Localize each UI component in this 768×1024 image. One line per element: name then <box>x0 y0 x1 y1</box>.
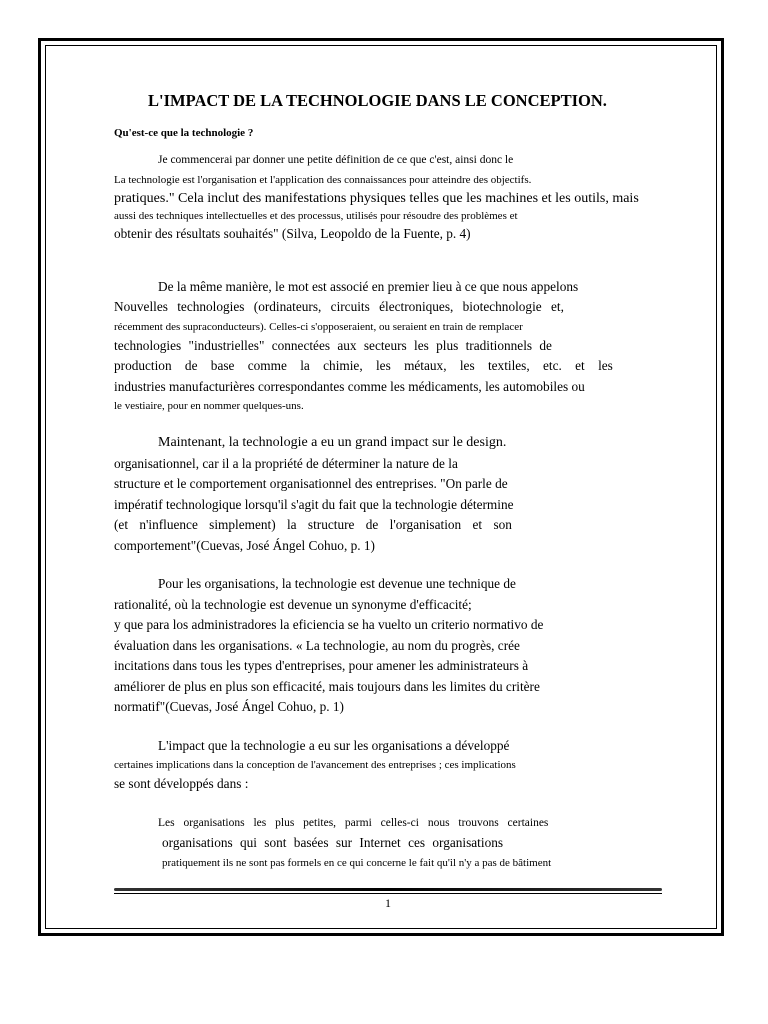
bullet-line: organisations qui sont basées sur Internet ces organisations <box>162 834 504 850</box>
bullet-text: Les organisations les plus petites, parmi celles-ci nous trouvons certaines <box>158 816 549 829</box>
paragraph-1 <box>114 150 672 245</box>
paragraph-line: Je commencerai par donner une petite définition de ce que c'est, ainsi donc le <box>158 154 514 166</box>
document-title: L'IMPACT DE LA TECHNOLOGIE DANS LE CONCEPTION. <box>148 91 607 110</box>
page-number: 1 <box>385 896 391 910</box>
bullet-line <box>144 813 672 833</box>
paragraph-line: normatif"(Cuevas, José Ángel Cohuo, p. 1) <box>114 699 344 714</box>
paragraph-line: L'impact que la technologie a eu sur les organisations a développé <box>158 737 510 753</box>
paragraph-line: aussi des techniques intellectuelles et des processus, utilisés pour résoudre des problèmes et <box>114 210 518 222</box>
paragraph-4 <box>114 574 672 718</box>
paragraph-line: industries manufacturières correspondantes comme les médicaments, les automobiles ou <box>114 378 585 394</box>
section-heading: Qu'est-ce que la technologie ? <box>114 127 254 139</box>
paragraph-line: De la même manière, le mot est associé en premier lieu à ce que nous appelons <box>158 278 579 294</box>
footer-rule-thin <box>114 893 662 894</box>
paragraph-line: impératif technologique lorsqu'il s'agit du fait que la technologie détermine <box>114 496 514 512</box>
paragraph-line: certaines implications dans la conception de l'avancement des entreprises ; ces implications <box>114 759 516 771</box>
paragraph-line: technologies "industrielles" connectées aux secteurs les plus traditionnels de <box>114 337 552 353</box>
paragraph-line: structure et le comportement organisationnel des entreprises. "On parle de <box>114 476 508 491</box>
bullet-line: pratiquement ils ne sont pas formels en ce qui concerne le fait qu'il n'y a pas de bâtiment <box>162 856 552 869</box>
paragraph-line: production de base comme la chimie, les métaux, les textiles, etc. et les <box>114 358 613 373</box>
document-body <box>114 90 672 873</box>
paragraph-line: rationalité, où la technologie est devenue un synonyme d'efficacité; <box>114 596 472 612</box>
bullet-list-item <box>144 813 672 873</box>
paragraph-3 <box>114 433 672 556</box>
paragraph-line: y que para los administradores la eficiencia se ha vuelto un criterio normativo de <box>114 617 544 632</box>
paragraph-line: pratiques." Cela inclut des manifestations physiques telles que les machines et les outils, mais <box>114 190 639 206</box>
paragraph-line: améliorer de plus en plus son efficacité, mais toujours dans les limites du critère <box>114 678 540 694</box>
paragraph-line: organisationnel, car il a la propriété de déterminer la nature de la <box>114 455 458 471</box>
paragraph-line: Pour les organisations, la technologie est devenue une technique de <box>158 576 516 591</box>
paragraph-line: évaluation dans les organisations. « La technologie, au nom du progrès, crée <box>114 637 520 653</box>
paragraph-line: (et n'influence simplement) la structure de l'organisation et son <box>114 517 512 532</box>
paragraph-line: obtenir des résultats souhaités" (Silva, Leopoldo de la Fuente, p. 4) <box>114 226 471 241</box>
footer-rule <box>114 888 662 891</box>
paragraph-line: Maintenant, la technologie a eu un grand impact sur le design. <box>158 435 507 450</box>
paragraph-5 <box>114 736 672 795</box>
paragraph-line: comportement"(Cuevas, José Ángel Cohuo, p. 1) <box>114 537 375 553</box>
paragraph-line: récemment des supraconducteurs). Celles-ci s'opposeraient, ou seraient en train de remplacer <box>114 320 523 333</box>
paragraph-line: incitations dans tous les types d'entreprises, pour amener les administrateurs à <box>114 658 529 673</box>
paragraph-line: Nouvelles technologies (ordinateurs, circuits électroniques, biotechnologie et, <box>114 299 564 314</box>
paragraph-2 <box>114 277 672 416</box>
paragraph-line: La technologie est l'organisation et l'application des connaissances pour atteindre des objectifs. <box>114 173 532 186</box>
paragraph-line: le vestiaire, pour en nommer quelques-uns. <box>114 400 304 412</box>
paragraph-line: se sont développés dans : <box>114 776 249 791</box>
